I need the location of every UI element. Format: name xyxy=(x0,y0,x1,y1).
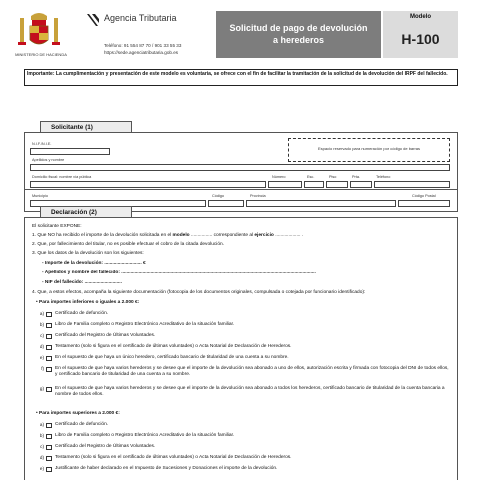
p1-ejercicio: ejercicio xyxy=(254,233,274,238)
p1-text-a: 1. Que NO ha recibido el importe de la devolución solicitada en el xyxy=(32,233,173,238)
model-box xyxy=(383,11,458,58)
agency-phone: Teléfono: 91 554 87 70 / 901 33 55 33 xyxy=(104,43,182,48)
nif-line: - NIF del fallecido: ............................ xyxy=(42,280,122,285)
group1-item-checkbox[interactable] xyxy=(46,323,52,329)
address-label: Domicilio fiscal: nombre vía pública xyxy=(32,175,92,179)
group2-item-text: Certificado de defunción. xyxy=(55,422,109,427)
important-notice: Importante: La cumplimentación y presentación de este modelo es voluntaria, se ofrece con el fin de facilitar la tramitación de la solicitud de la devolución del IRPF del fallecido. xyxy=(24,69,458,86)
numero-field[interactable] xyxy=(268,181,302,188)
form-title-line1: Solicitud de pago de devolución xyxy=(229,23,368,33)
group1-item-checkbox[interactable] xyxy=(46,387,52,393)
nif-label: N.I.F./N.I.E. xyxy=(32,142,52,146)
codigo-postal-field[interactable] xyxy=(398,200,450,207)
form-title xyxy=(216,11,381,58)
nif-field[interactable] xyxy=(30,148,110,155)
model-label: Modelo xyxy=(410,14,431,20)
group1-item-text: En el supuesto de que haya un único heredero, certificado bancario de titularidad de una cuenta a su nombre. xyxy=(55,355,289,360)
group1-item-letter: e) xyxy=(39,355,44,360)
group1-title: • Para importes inferiores o iguales a 2.000 €: xyxy=(36,300,140,305)
name-label: Apellidos y nombre xyxy=(32,158,65,162)
piso-label: Piso xyxy=(329,175,337,179)
group1-item-checkbox[interactable] xyxy=(46,312,52,318)
group1-item-text: Certificado del Registro de Últimas Voluntades. xyxy=(55,333,156,338)
form-title-line2: a herederos xyxy=(272,35,325,45)
group2-item-checkbox[interactable] xyxy=(46,467,52,473)
p1-text-b: ................ correspondiente al xyxy=(189,233,255,238)
municipio-label: Municipio xyxy=(32,194,49,198)
group2-item-letter: a) xyxy=(39,422,44,427)
group1-item-letter: c) xyxy=(40,333,44,338)
esc-label: Esc. xyxy=(307,175,315,179)
group1-item-text: Libro de Familia completo o Registro Electrónico Acreditativo de la situación familiar. xyxy=(55,322,235,327)
declaracion-intro: El solicitante EXPONE: xyxy=(32,224,82,229)
group2-title: • Para importes superiores a 2.000 €: xyxy=(36,411,120,416)
provincia-field[interactable] xyxy=(246,200,396,207)
barcode-reserved-area: Espacio reservado para numeración por código de barras xyxy=(288,138,450,162)
declaracion-heading: Declaración (2) xyxy=(40,206,132,218)
telefono-label: Teléfono xyxy=(376,175,391,179)
group2-item-text: Justificante de haber declarado en el Impuesto de Sucesiones y Donaciones el importe de la devolución. xyxy=(55,466,278,471)
codigo-postal-label: Código Postal xyxy=(412,194,436,198)
group1-item-letter: d) xyxy=(39,344,44,349)
group1-item-text: Testamento (solo si figura en el certificado de últimas voluntades) o Acta Notarial de Declaración de Herederos. xyxy=(55,344,292,349)
coat-of-arms-logo xyxy=(14,8,64,52)
group2-item-letter: e) xyxy=(39,466,44,471)
telefono-field[interactable] xyxy=(374,181,450,188)
group1-item-text: En el supuesto de que haya varios herederos y se desee que el importe de la devolución sea abonado a uno de ellos, autorización escrita y firmada con fotocopia del DNI de todos ellos, y certificado bancario de titularidad de una cuenta a su nombre. xyxy=(55,366,449,377)
name-field[interactable] xyxy=(30,164,450,171)
declaracion-p2: 2. Que, por fallecimiento del titular, no es posible efectuar el cobro de la citada devolución. xyxy=(32,242,224,247)
group2-item-letter: c) xyxy=(40,444,44,449)
group1-item-letter: g) xyxy=(39,386,44,391)
provincia-label: Provincia xyxy=(250,194,266,198)
group2-item-text: Certificado del Registro de Últimas Voluntades. xyxy=(55,444,156,449)
agency-url[interactable]: https://sede.agenciatributaria.gob.es xyxy=(104,50,179,55)
group1-item-text: En el supuesto de que haya varios herederos y se desee que el importe de la devolución sea abonado a todos los herederos, certificado bancario de titularidad de la cuenta bancaria a nombre de todos ellos. xyxy=(55,386,445,397)
codigo-field[interactable] xyxy=(208,200,244,207)
group1-item-checkbox[interactable] xyxy=(46,345,52,351)
agency-name: Agencia Tributaria xyxy=(104,13,177,23)
declaracion-p3: 3. Que los datos de la devolución son los siguientes: xyxy=(32,251,144,256)
prta-field[interactable] xyxy=(350,181,372,188)
group2-item-checkbox[interactable] xyxy=(46,456,52,462)
piso-field[interactable] xyxy=(326,181,348,188)
ministry-name: MINISTERIO DE HACIENDA xyxy=(15,52,67,57)
declaracion-p4: 4. Que, a estos efectos, acompaña la siguiente documentación (fotocopia de los documentos originales, compulsada o cotejada por funcionario identificado): xyxy=(32,290,366,295)
prta-label: Prta. xyxy=(352,175,361,179)
address-field[interactable] xyxy=(30,181,266,188)
declaracion-p1 xyxy=(32,233,303,239)
group2-item-text: Testamento (solo si figura en el certificado de últimas voluntades) o Acta Notarial de Declaración de Herederos. xyxy=(55,455,292,460)
group1-item-text: Certificado de defunción. xyxy=(55,311,109,316)
group1-item-checkbox[interactable] xyxy=(46,367,52,373)
group2-item-checkbox[interactable] xyxy=(46,423,52,429)
codigo-label: Código xyxy=(212,194,225,198)
esc-field[interactable] xyxy=(304,181,324,188)
solicitante-heading: Solicitante (1) xyxy=(40,121,132,133)
group2-item-checkbox[interactable] xyxy=(46,434,52,440)
group1-item-checkbox[interactable] xyxy=(46,334,52,340)
group2-item-letter: b) xyxy=(39,433,44,438)
group1-item-letter: b) xyxy=(39,322,44,327)
model-code: H-100 xyxy=(401,31,440,47)
group1-item-checkbox[interactable] xyxy=(46,356,52,362)
group2-item-letter: d) xyxy=(39,455,44,460)
group2-item-text: Libro de Familia completo o Registro Electrónico Acreditativo de la situación familiar. xyxy=(55,433,235,438)
numero-label: Número xyxy=(272,175,286,179)
apellidos-line: - Apellidos y nombre del fallecido: .................................................................................................................................................. xyxy=(42,270,316,275)
group1-item-letter: f) xyxy=(41,366,44,371)
p1-modelo: modelo xyxy=(172,233,190,238)
group2-item-checkbox[interactable] xyxy=(46,445,52,451)
p1-text-c: ................... . xyxy=(273,233,304,238)
agency-logo-icon xyxy=(86,12,100,28)
importe-line: - Importe de la devolución: ............................ € xyxy=(42,261,146,266)
group1-item-letter: a) xyxy=(39,311,44,316)
